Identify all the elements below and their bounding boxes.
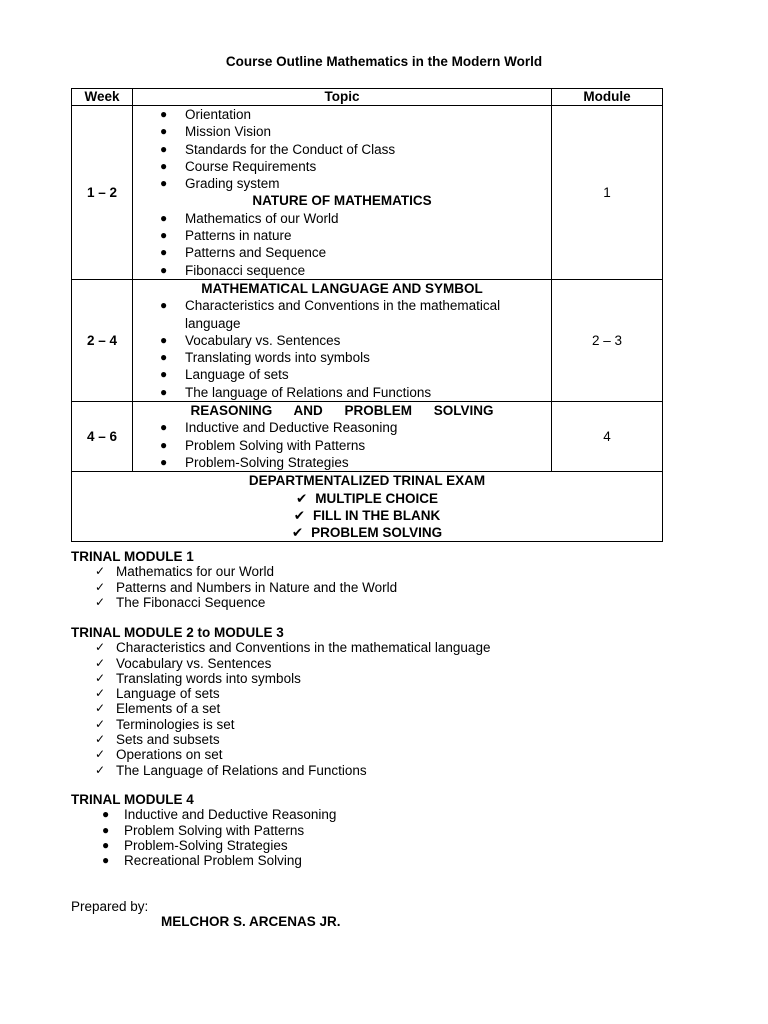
topic-cell xyxy=(133,279,552,401)
week-cell: 4 – 6 xyxy=(72,402,133,472)
list-item-text: Characteristics and Conventions in the mathematical language xyxy=(116,640,491,656)
list-item xyxy=(133,384,551,401)
exam-item-text: MULTIPLE CHOICE xyxy=(315,490,439,506)
checklist xyxy=(71,640,671,778)
list-item xyxy=(133,297,551,332)
list-item xyxy=(71,595,671,610)
list-item-text: Terminologies is set xyxy=(116,716,235,732)
check-icon: ✔ xyxy=(291,525,304,541)
bullet-icon: ● xyxy=(160,107,168,121)
bullet-icon: ● xyxy=(102,837,110,852)
list-item xyxy=(133,437,551,454)
check-icon: ✔ xyxy=(295,490,308,506)
check-icon: ✓ xyxy=(95,640,106,655)
list-item-text: Standards for the Conduct of Class xyxy=(185,141,396,157)
topic-list xyxy=(133,210,551,279)
list-item-text: Mathematics for our World xyxy=(116,564,275,580)
list-item-text: Characteristics and Conventions in the mathematical language xyxy=(185,298,501,331)
bullet-icon: ● xyxy=(160,437,168,452)
list-item-text: Translating words into symbols xyxy=(185,350,370,366)
trinal-module-2-section xyxy=(71,625,671,778)
exam-item xyxy=(72,524,662,541)
list-item-text: Language of sets xyxy=(185,367,289,383)
bullet-icon: ● xyxy=(160,210,168,225)
list-item xyxy=(71,701,671,716)
list-item xyxy=(71,807,671,822)
bullet-icon: ● xyxy=(160,141,168,156)
list-item-text: Mathematics of our World xyxy=(185,210,339,226)
prepared-by-label: Prepared by: xyxy=(71,899,149,914)
list-item-text: Grading system xyxy=(185,176,280,192)
week-cell: 1 – 2 xyxy=(72,106,133,280)
list-item-text: The language of Relations and Functions xyxy=(185,384,432,400)
list-item xyxy=(133,349,551,366)
list-item xyxy=(71,564,671,579)
exam-title: DEPARTMENTALIZED TRINAL EXAM xyxy=(248,473,486,489)
check-icon: ✓ xyxy=(95,686,106,701)
list-item-text: Problem-Solving Strategies xyxy=(185,454,349,470)
list-item xyxy=(71,823,671,838)
list-item-text: Problem Solving with Patterns xyxy=(124,822,305,838)
bullet-icon: ● xyxy=(160,454,168,469)
week-header: Week xyxy=(72,89,133,106)
list-item-text: Translating words into symbols xyxy=(116,670,301,686)
module-cell: 2 – 3 xyxy=(552,279,663,401)
topic-list xyxy=(133,297,551,401)
list-item xyxy=(133,419,551,436)
bullet-icon: ● xyxy=(160,228,168,243)
list-item-text: Problem-Solving Strategies xyxy=(124,837,288,853)
check-icon: ✓ xyxy=(95,594,106,609)
bullet-icon: ● xyxy=(102,822,110,837)
bullet-icon: ● xyxy=(160,420,168,435)
exam-item xyxy=(72,490,662,507)
topic-heading: MATHEMATICAL LANGUAGE AND SYMBOL xyxy=(201,280,483,296)
bullet-icon: ● xyxy=(160,124,168,139)
module-header: Module xyxy=(552,89,663,106)
list-item xyxy=(133,123,551,140)
bullet-icon: ● xyxy=(160,350,168,365)
course-outline-table xyxy=(71,88,663,542)
list-item xyxy=(133,227,551,244)
bullet-icon: ● xyxy=(160,332,168,347)
check-icon: ✓ xyxy=(95,762,106,777)
list-item xyxy=(71,640,671,655)
list-item-text: The Language of Relations and Functions xyxy=(116,762,367,778)
check-icon: ✔ xyxy=(293,507,306,523)
check-icon: ✓ xyxy=(95,701,106,716)
section-title: TRINAL MODULE 1 xyxy=(71,549,194,564)
table-header-row xyxy=(72,89,663,106)
list-item xyxy=(133,175,551,192)
section-title: TRINAL MODULE 2 to MODULE 3 xyxy=(71,625,284,640)
list-item xyxy=(71,686,671,701)
trinal-module-4-section xyxy=(71,792,671,868)
list-item xyxy=(133,332,551,349)
trinal-module-1-section xyxy=(71,549,671,610)
list-item-text: Vocabulary vs. Sentences xyxy=(185,332,341,348)
list-item xyxy=(71,763,671,778)
list-item xyxy=(71,580,671,595)
list-item xyxy=(71,747,671,762)
check-icon: ✓ xyxy=(95,579,106,594)
list-item xyxy=(133,106,551,123)
list-item-text: Patterns and Numbers in Nature and the World xyxy=(116,579,398,595)
list-item xyxy=(71,671,671,686)
list-item-text: The Fibonacci Sequence xyxy=(116,594,266,610)
table-row xyxy=(72,279,663,401)
list-item-text: Vocabulary vs. Sentences xyxy=(116,655,272,671)
module-cell: 4 xyxy=(552,402,663,472)
list-item xyxy=(133,366,551,383)
bullet-icon: ● xyxy=(160,298,168,313)
bullet-icon: ● xyxy=(160,367,168,382)
bullet-icon: ● xyxy=(102,807,110,822)
list-item xyxy=(133,210,551,227)
list-item-text: Sets and subsets xyxy=(116,732,220,748)
list-item-text: Patterns and Sequence xyxy=(185,245,327,261)
list-item xyxy=(133,158,551,175)
topic-cell xyxy=(133,106,552,280)
module-cell: 1 xyxy=(552,106,663,280)
list-item xyxy=(71,732,671,747)
bullet-icon: ● xyxy=(160,158,168,173)
checklist xyxy=(71,564,671,610)
bullet-list xyxy=(71,807,671,868)
list-item-text: Inductive and Deductive Reasoning xyxy=(124,807,337,823)
list-item xyxy=(133,262,551,279)
list-item-text: Operations on set xyxy=(116,747,223,763)
check-icon: ✓ xyxy=(95,732,106,747)
check-icon: ✓ xyxy=(95,564,106,579)
list-item-text: Patterns in nature xyxy=(185,228,292,244)
list-item-text: Mission Vision xyxy=(185,124,272,140)
list-item xyxy=(71,656,671,671)
check-icon: ✓ xyxy=(95,670,106,685)
exam-row xyxy=(72,472,663,542)
signer-name: MELCHOR S. ARCENAS JR. xyxy=(161,914,341,929)
list-item-text: Elements of a set xyxy=(116,701,221,717)
list-item-text: Problem Solving with Patterns xyxy=(185,437,366,453)
exam-item-text: FILL IN THE BLANK xyxy=(313,507,441,523)
topic-header: Topic xyxy=(133,89,552,106)
table-row xyxy=(72,402,663,472)
check-icon: ✓ xyxy=(95,716,106,731)
exam-cell xyxy=(72,472,663,542)
bullet-icon: ● xyxy=(160,245,168,260)
list-item xyxy=(133,454,551,471)
list-item xyxy=(133,141,551,158)
list-item-text: Course Requirements xyxy=(185,158,317,174)
check-icon: ✓ xyxy=(95,655,106,670)
list-item-text: Orientation xyxy=(185,107,252,122)
list-item-text: Fibonacci sequence xyxy=(185,262,306,278)
list-item xyxy=(133,244,551,261)
topic-list xyxy=(133,106,551,192)
topic-heading: NATURE OF MATHEMATICS xyxy=(252,193,432,209)
document-title: Course Outline Mathematics in the Modern World xyxy=(225,54,543,69)
topic-heading: REASONING AND PROBLEM SOLVING xyxy=(190,403,494,419)
bullet-icon: ● xyxy=(160,384,168,399)
list-item xyxy=(71,838,671,853)
week-cell: 2 – 4 xyxy=(72,279,133,401)
list-item xyxy=(71,717,671,732)
list-item-text: Language of sets xyxy=(116,686,220,702)
list-item-text: Recreational Problem Solving xyxy=(124,853,302,869)
exam-item-text: PROBLEM SOLVING xyxy=(311,525,443,541)
list-item xyxy=(71,853,671,868)
section-title: TRINAL MODULE 4 xyxy=(71,792,194,807)
bullet-icon: ● xyxy=(160,262,168,277)
bullet-icon: ● xyxy=(160,176,168,191)
check-icon: ✓ xyxy=(95,747,106,762)
bullet-icon: ● xyxy=(102,853,110,868)
topic-cell xyxy=(133,402,552,472)
table-row xyxy=(72,106,663,280)
exam-item xyxy=(72,507,662,524)
topic-list xyxy=(133,419,551,471)
list-item-text: Inductive and Deductive Reasoning xyxy=(185,420,398,436)
